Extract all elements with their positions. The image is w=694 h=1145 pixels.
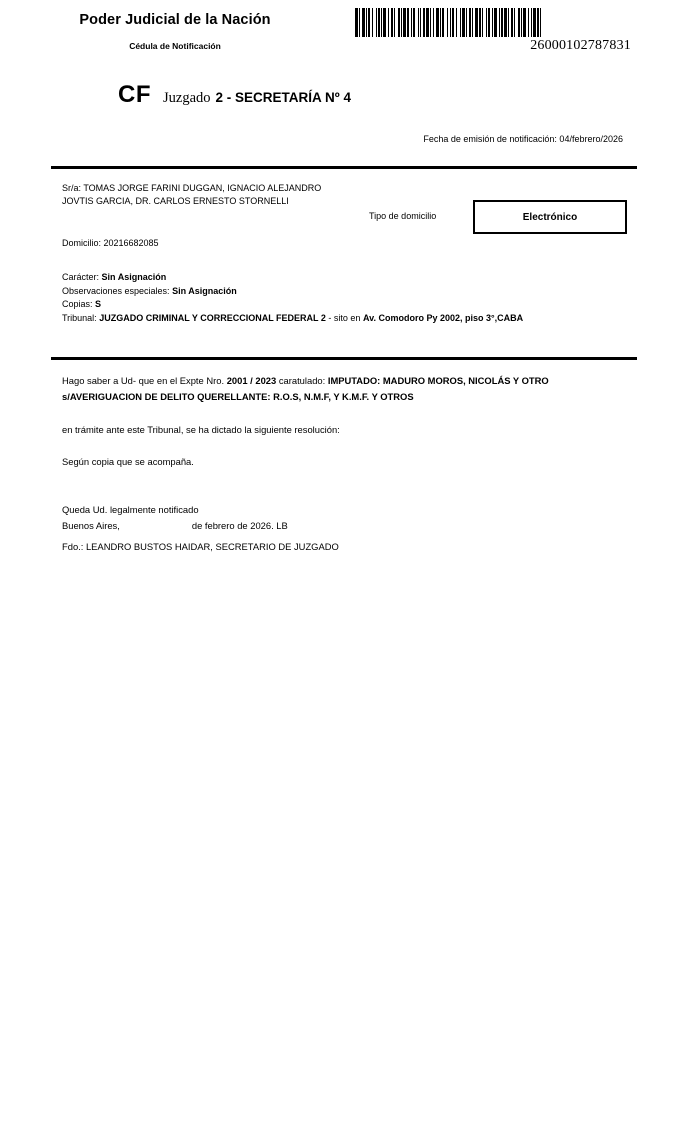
emission-date: Fecha de emisión de notificación: 04/febrero/2026: [423, 134, 623, 144]
expte-number: 2001: [226, 375, 248, 386]
meta-observaciones-value: Sin Asignación: [172, 285, 237, 296]
meta-caracter: [62, 271, 627, 285]
recipient-names: Sr/a: TOMAS JORGE FARINI DUGGAN, IGNACIO ALEJANDRO JOVTIS GARCIA, DR. CARLOS ERNESTO STORNELLI: [62, 183, 322, 206]
page-title: Poder Judicial de la Nación: [79, 12, 271, 28]
domicile-type-label: Tipo de domicilio: [369, 211, 437, 221]
expte-separator: /: [250, 375, 253, 386]
closing-date-rest: de febrero de 2026. LB: [191, 520, 288, 531]
notification-body: [62, 373, 624, 404]
closing-signature: Fdo.: LEANDRO BUSTOS HAIDAR, SECRETARIO DE JUZGADO: [62, 541, 339, 552]
juzgado-value: 2 - SECRETARÍA Nº 4: [215, 90, 351, 105]
closing-place: Buenos Aires,: [62, 520, 120, 531]
meta-observaciones-label: Observaciones especiales:: [62, 285, 170, 296]
meta-tribunal: [62, 312, 627, 326]
body-intro: Hago saber a Ud- que en el Expte Nro.: [62, 375, 225, 386]
meta-tribunal-sito: - sito en: [328, 312, 361, 323]
recipient-domicilio: Domicilio: 20216682085: [62, 238, 159, 248]
meta-copias: [62, 298, 627, 312]
closing-place-date: [62, 520, 288, 531]
meta-observaciones: [62, 285, 627, 299]
domicile-type-value: Electrónico: [522, 211, 578, 223]
barcode-number: 26000102787831: [530, 38, 631, 53]
meta-caracter-label: Carácter:: [62, 272, 100, 282]
domicile-type-box: [473, 200, 627, 234]
divider-middle: [51, 357, 637, 360]
meta-tribunal-label: Tribunal:: [62, 312, 97, 323]
meta-tribunal-address: Av. Comodoro Py 2002, piso 3°: [362, 312, 495, 323]
caratulado-value: IMPUTADO: MADURO MOROS, NICOLÁS Y OTRO s/AVERIGUACION DE DELITO QUERELLANTE: R.O.S, N.M.F, Y K.M.F. Y OTROS: [62, 375, 549, 402]
court-code: CF: [118, 81, 151, 108]
meta-caracter-value: Sin Asignación: [101, 272, 167, 282]
meta-copias-label: Copias:: [62, 299, 93, 309]
court-identifier-row: [118, 83, 351, 107]
meta-tribunal-value: JUZGADO CRIMINAL Y CORRECCIONAL FEDERAL 2: [99, 312, 326, 323]
juzgado-label: Juzgado: [163, 90, 211, 106]
barcode-icon: [355, 8, 631, 37]
expte-year: 2023: [255, 375, 277, 386]
divider-top: [51, 166, 637, 169]
case-meta-block: [62, 271, 627, 325]
closing-notified: Queda Ud. legalmente notificado: [62, 504, 199, 515]
caratulado-label: caratulado:: [278, 375, 326, 386]
document-type-subtitle: Cédula de Notificación: [129, 41, 221, 51]
body-tramite: en trámite ante este Tribunal, se ha dictado la siguiente resolución:: [62, 424, 340, 435]
meta-copias-value: S: [95, 299, 102, 309]
body-copia: Según copia que se acompaña.: [62, 456, 194, 467]
meta-tribunal-address-cont: ,CABA: [494, 312, 524, 323]
